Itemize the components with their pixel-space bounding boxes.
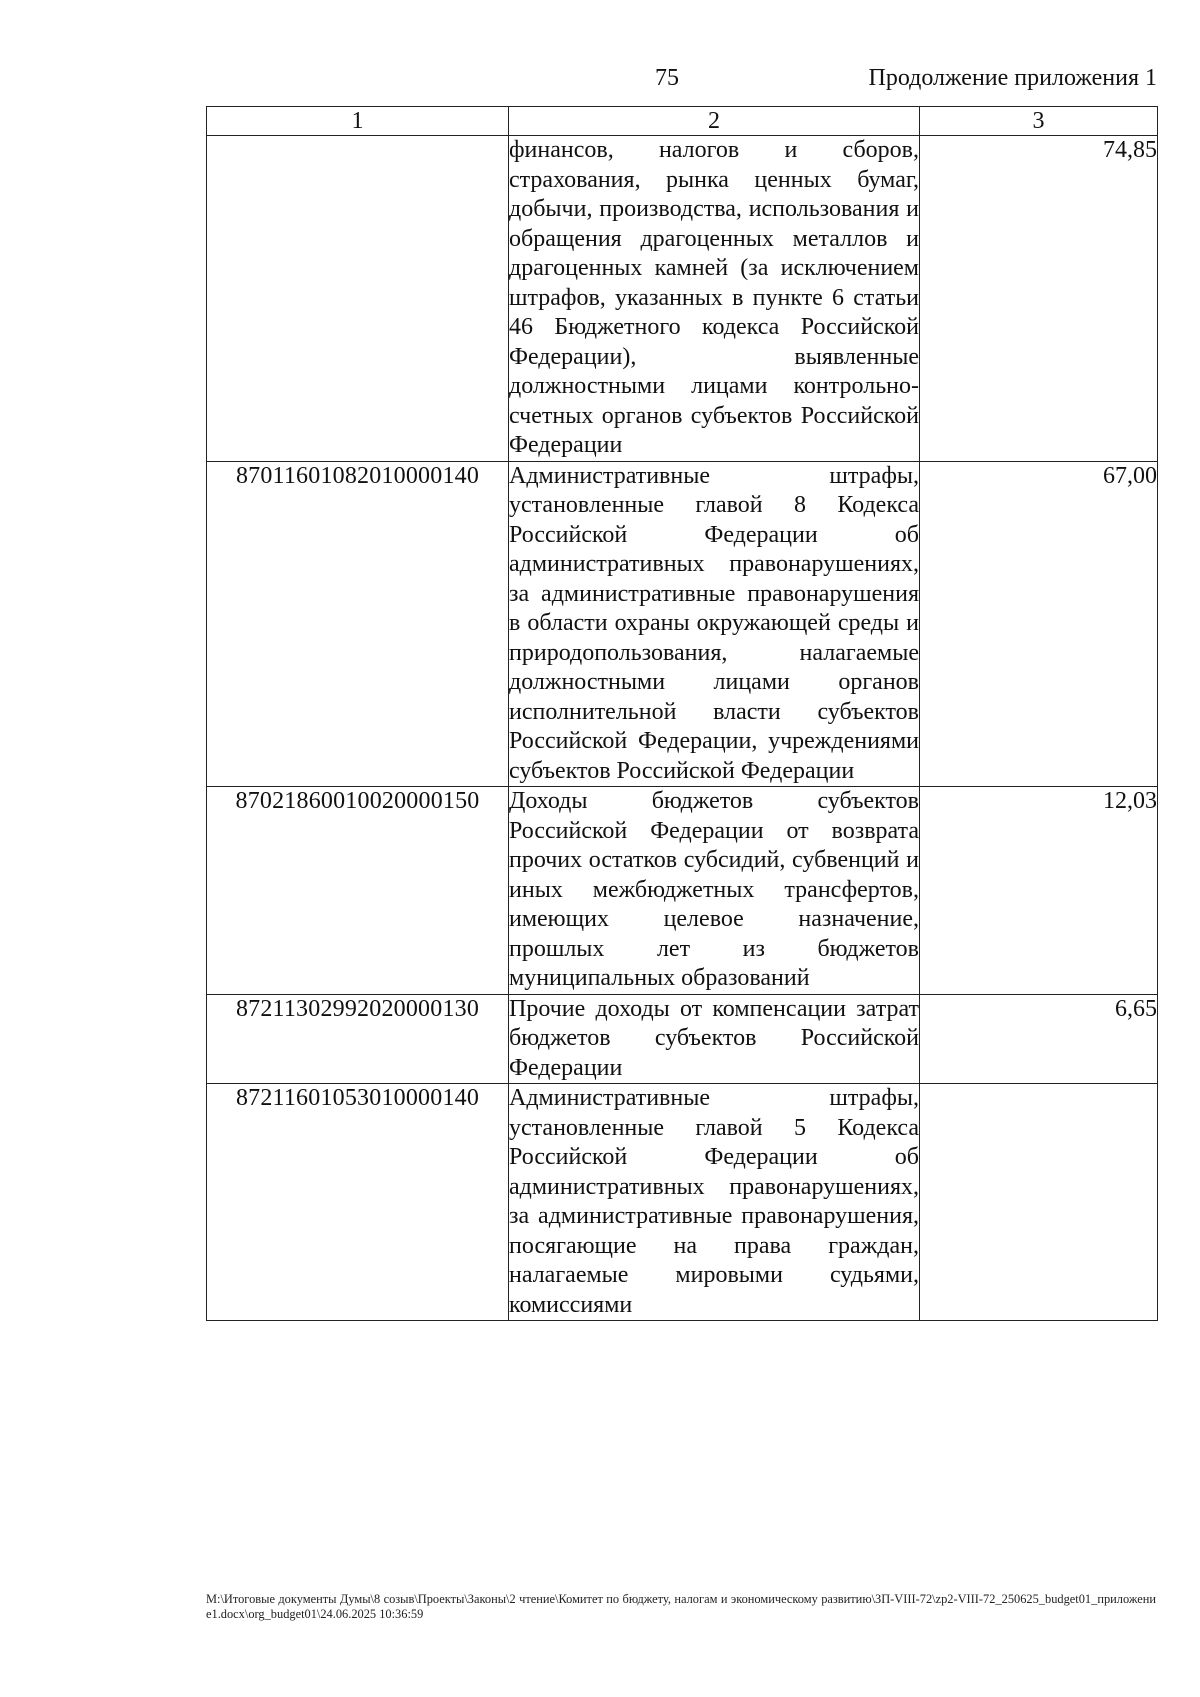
income-code (207, 136, 509, 462)
income-code: 87011601082010000140 (207, 461, 509, 787)
column-header-3: 3 (920, 107, 1158, 136)
income-amount: 74,85 (920, 136, 1158, 462)
table-header (207, 107, 1158, 136)
income-code: 87211601053010000140 (207, 1084, 509, 1321)
income-description: Доходы бюджетов субъектов Российской Федерации от возврата прочих остатков субсидий, субвенций и иных межбюджетных трансфертов, имеющих целевое назначение, прошлых лет из бюджетов муниципальных образований (509, 787, 920, 995)
table-row (207, 994, 1158, 1084)
table-body (207, 136, 1158, 1321)
header-row (207, 107, 1158, 136)
income-code: 87021860010020000150 (207, 787, 509, 995)
table-row (207, 461, 1158, 787)
document-file-path: M:\Итоговые документы Думы\8 созыв\Проекты\Законы\2 чтение\Комитет по бюджету, налогам и экономическому развитию\ЗП-VIII-72\zp2-VIII-72_250625_budget01_приложение1.docx\org_budget01\24.06.2025 10:36:59 (206, 1592, 1156, 1621)
income-amount: 6,65 (920, 994, 1158, 1084)
column-header-1: 1 (207, 107, 509, 136)
income-amount (920, 1084, 1158, 1321)
income-description: Административные штрафы, установленные главой 5 Кодекса Российской Федерации об административных правонарушениях, за административные правонарушения, посягающие на права граждан, налагаемые мировыми судьями, комиссиями (509, 1084, 920, 1321)
table-row (207, 787, 1158, 995)
budget-table (206, 106, 1158, 1321)
column-header-2: 2 (509, 107, 920, 136)
income-amount: 67,00 (920, 461, 1158, 787)
continuation-label: Продолжение приложения 1 (868, 65, 1157, 91)
income-description: Административные штрафы, установленные главой 8 Кодекса Российской Федерации об административных правонарушениях, за административные правонарушения в области охраны окружающей среды и природопользования, налагаемые должностными лицами органов исполнительной власти субъектов Российской Федерации, учреждениями субъектов Российской Федерации (509, 461, 920, 787)
income-code: 87211302992020000130 (207, 994, 509, 1084)
table-row (207, 136, 1158, 462)
income-description: финансов, налогов и сборов, страхования, рынка ценных бумаг, добычи, производства, использования и обращения драгоценных металлов и драгоценных камней (за исключением штрафов, указанных в пункте 6 статьи 46 Бюджетного кодекса Российской Федерации), выявленные должностными лицами контрольно-счетных органов субъектов Российской Федерации (509, 136, 920, 462)
page-number: 75 (655, 65, 679, 91)
income-description: Прочие доходы от компенсации затрат бюджетов субъектов Российской Федерации (509, 994, 920, 1084)
table-row (207, 1084, 1158, 1321)
income-amount: 12,03 (920, 787, 1158, 995)
